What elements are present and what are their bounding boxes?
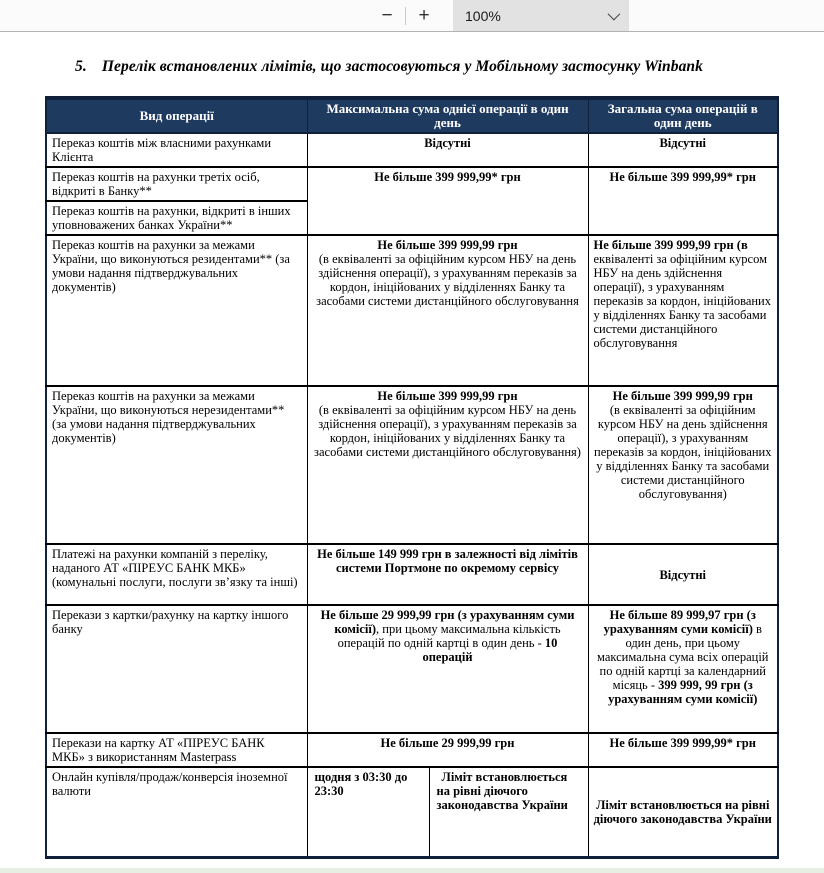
heading-number: 5. [75,58,87,75]
table-row [46,235,778,386]
table-row [46,767,778,857]
cell-operation: Платежі на рахунки компаній з переліку, наданого АТ «ПІРЕУС БАНК МКБ» (комунальні послуги, послуги зв’язку та інші) [46,544,307,605]
limit-amount: Не більше 399 999,99 грн [377,389,518,403]
zoom-level-select[interactable] [453,0,629,31]
limit-amount: 10 операцій [422,636,558,664]
limit-amount: Не більше 399 999,99 грн (в [593,238,748,252]
header-operation: Вид операції [46,98,307,133]
header-max-per-day: Максимальна сума однієї операції в один день [307,98,588,133]
cell-max-limit [307,386,588,544]
table-row [46,544,778,605]
cell-max-limit [429,767,588,857]
limit-note: (в еквіваленті за офіційним курсом НБУ на день здійснення операції), з урахуванням переказів за кордон, ініційованих у відділеннях Банку та засобами системи дистанційного обслуговування) [314,403,581,459]
cell-total-limit: Відсутні [588,133,778,167]
page-title [75,58,824,76]
limit-amount: 399 999, 99 грн (з урахуванням суми комісії) [608,678,758,706]
cell-total-limit [588,605,778,733]
header-total-per-day: Загальна сума операцій в один день [588,98,778,133]
table-row [46,733,778,767]
table-row [46,605,778,733]
cell-schedule: щодня з 03:30 до 23:30 [307,767,429,857]
heading-text: Перелік встановлених лімітів, що застосовуються у Мобільному застосунку Winbank [101,58,703,75]
table-header-row [46,98,778,133]
cell-operation: Переказ коштів на рахунки третіх осіб, відкриті в Банку** [46,167,307,201]
cell-operation: Переказ коштів між власними рахунками Клієнта [46,133,307,167]
table-row [46,167,778,201]
cell-operation: Переказ коштів на рахунки за межами України, що виконуються нерезидентами**(за умови надання підтверджувальних документів) [46,386,307,544]
cell-total-limit: Не більше 399 999,99* грн [588,733,778,767]
cell-operation: Онлайн купівля/продаж/конверсія іноземної валюти [46,767,307,857]
limit-note: Ліміт встановлюється на рівні діючого законодавства України [436,770,568,812]
cell-total-limit: Ліміт встановлюється на рівні діючого законодавства України [588,767,778,857]
zoom-level-value: 100% [465,7,501,24]
cell-max-limit [307,235,588,386]
limit-note: , при цьому максимальна кількість операцій по одній картці в один день - [337,622,561,650]
cell-total-limit: Не більше 399 999,99* грн [588,167,778,235]
cell-max-limit: Не більше 399 999,99* грн [307,167,588,235]
cell-operation: Перекази на картку АТ «ПІРЕУС БАНК МКБ» з використанням Masterpass [46,733,307,767]
cell-total-limit: Відсутні [588,544,778,605]
limit-note: еквіваленті за офіційним курсом НБУ на день здійснення операції), з урахуванням переказів за кордон, ініційованих у відділеннях Банку та засобами системи дистанційного обслуговування [593,252,771,350]
limit-note: (в еквіваленті за офіційним курсом НБУ на день здійснення операції), з урахуванням переказів за кордон, ініційованих у відділеннях Банку та засобами системи дистанційного обслуговування) [594,403,772,501]
table-row [46,133,778,167]
limit-note: в один день, при цьому максимальна сума всіх операцій по одній картці за календарний місяць - [597,622,769,692]
cell-operation: Переказ коштів на рахунки за межами України, що виконуються резидентами** (за умови надання підтверджувальних документів) [46,235,307,386]
zoom-out-button[interactable]: − [372,0,402,31]
chevron-down-icon [608,8,621,21]
cell-max-limit [307,605,588,733]
limits-table [45,96,779,859]
toolbar-divider [405,7,406,25]
limit-amount: Не більше 399 999,99 грн [377,238,518,252]
viewer-toolbar [0,0,824,32]
limit-note: (в еквіваленті за офіційним курсом НБУ на день здійснення операції), з урахуванням переказів за кордон, ініційованих у відділеннях Банку та засобами системи дистанційного обслуговування [316,252,579,308]
cell-max-limit: Не більше 149 999 грн в залежності від лімітів системи Портмоне по окремому сервісу [307,544,588,605]
cell-max-limit: Не більше 29 999,99 грн [307,733,588,767]
bottom-edge-strip [0,868,824,873]
limit-amount: Не більше 29 999,99 грн (з урахуванням суми комісії) [320,608,575,636]
limit-amount: Не більше 399 999,99 грн [612,389,753,403]
limit-amount: Не більше 89 999,97 грн (з урахуванням суми комісії) [603,608,756,636]
table-row [46,386,778,544]
cell-max-limit: Відсутні [307,133,588,167]
zoom-in-button[interactable]: + [409,0,439,31]
zoom-controls [372,0,629,31]
cell-total-limit [588,235,778,386]
cell-operation: Перекази з картки/рахунку на картку іншого банку [46,605,307,733]
cell-total-limit [588,386,778,544]
cell-operation: Переказ коштів на рахунки, відкриті в інших уповноважених банках України** [46,201,307,235]
